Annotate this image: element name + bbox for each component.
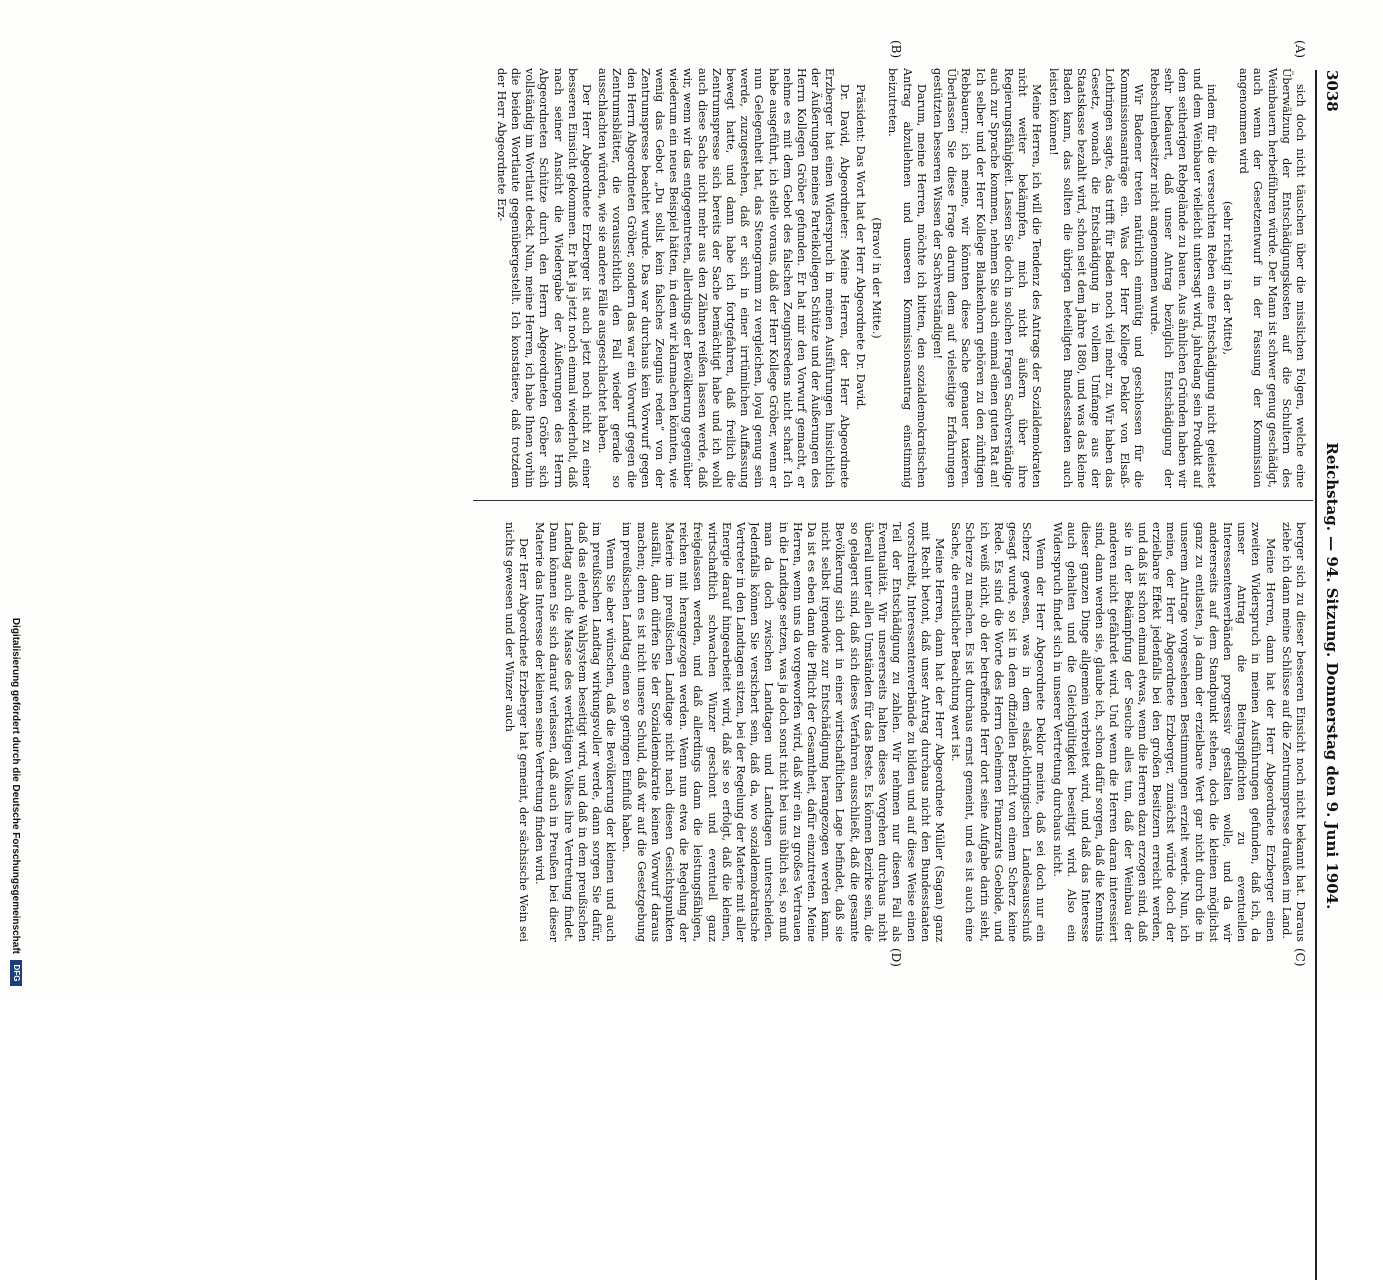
- page-header: [1319, 70, 1345, 1280]
- digitization-footer: [10, 0, 22, 1000]
- paragraph: Meine Herren, dann hat der Herr Abgeordnete Müller (Sagan) ganz mit Recht betont, daß unser Antrag durchaus nicht den Bundesstaaten vorschreibt, Interessentenverbände zu bilden und auf diese Weise einen Teil der Entschädigung zu zahlen. Wir nehmen nur diesen Fall als Eventualität. Wir unsererseits halten dieses Vorgehen durchaus nicht überall unter allen Umständen für das Beste. Es können Bezirke sein, die so gelagert sind, daß sich dieses Verfahren ausschließt, daß die gesamte Bevölkerung sich dort in einer wirtschaftlichen Lage befindet, daß sie nicht selbst irgendwie zur Entschädigung herangezogen werden kann. Da ist es eben dann die Pflicht der Gesamtheit, dafür einzutreten. Meine Herren, wenn uns da vorgeworfen wird, daß wir ein zu großes Vertrauen in die Landtage setzen, was ja doch sonst nicht bei uns üblich sei, so muß man da doch zwischen Landtagen und Landtagen unterscheiden. Jedenfalls können Sie versichert sein, daß da, wo sozialdemokratische Vertreter in den Landtagen sitzen, bei der Regelung der Materie mit aller Energie darauf hingearbeitet wird, daß sie so erfolgt, daß die kleinen, wirtschaftlich schwachen Winzer geschont und eventuell ganz freigelassen werden, und daß allerdings dann die leistungsfähigen, reichen mit herangezogen werden. Wenn nun etwa die Regelung der Materie im preußischen Landtage nicht nach diesen Gesichtspunkten ausfällt, dann dürfen Sie der Sozialdemokratie keinen Vorwurf daraus machen; denn es ist nicht unsere Schuld, daß wir auf die Gesetzgebung im preußischen Landtag einen so geringen Einfluß haben.: [620, 522, 946, 942]
- dfg-logo: DFG: [10, 960, 22, 986]
- paragraph: Wenn der Herr Abgeordnete Deklor meinte, daß sei doch nur ein Scherz gewesen, was in dem elsaß-lothringischen Landesausschuß gesagt wurde, so ist in dem offiziellen Bericht von einem Scherz keine Rede. Es sind die Worte des Herrn Geheimen Finanzrats Goebide, und ich weiß nicht, ob der betreffende Herr dort seine Aufgabe darin sieht, Scherze zu machen. Es ist durchaus ernst gemeint, und es ist auch eine Sache, die ernstlicher Beachtung wert ist.: [949, 522, 1048, 942]
- left-column: [487, 68, 1307, 488]
- paragraph: Darum, meine Herren, möchte ich bitten, den sozialdemokratischen Antrag abzulehnen und unseren Kommissionsantrag einstimmig beizutreten.: [886, 68, 928, 488]
- interjection: (Bravo! in der Mitte.): [870, 217, 884, 339]
- paragraph: berger sich zu dieser besseren Einsicht noch nicht bekannt hat. Daraus ziehe ich dann meine Schlüsse auf die Zentrumspresse draußen im Land.: [1279, 522, 1307, 942]
- paragraph: Dr. David, Abgeordneter: Meine Herren, der Herr Abgeordnete Erzberger hat einen Widerspruch in meinen Ausführungen hinsichtlich der Äußerungen meines Parteikollegen Schütze und der Äußerungen des Herrn Kollegen Gröber gefunden. Er hat mir den Vorwurf gemacht, er nehme es mit dem Gebot des falschen Zeugnisredens nicht scharf. Ich habe ausgeführt, ich stelle voraus, daß der Herr Kollege Gröber, wenn er nun Gelegenheit hat, das Stenogramm zu vergleichen, loyal genug sein werde, zuzugestehen, daß er sich in einer irrtümlichen Auffassung bewegt hatte, und dann habe ich fortgefahren, daß freilich die Zentrumspresse sich bereits der Sache bemächtigt habe und ich wohl auch diese Sache nicht mehr aus den Zähnen reißen lassen werde, daß wir, wenn wir das entgegentreten, allerdings der Bevölkerung gegenüber wiederum ein neues Beispiel hätten, in dem wir klarmachen könnten, wie wenig das Gebot „Du sollst kein falsches Zeugnis reden“ von der Zentrumspresse beachtet wurde. Das war durchaus kein Vorwurf gegen den Herrn Abgeordneten Gröber, sondern das war ein Vorwurf gegen die Zentrumsblätter, die voraussichtlich den Fall wieder gerade so ausschlachten würden, wie sie andere Fälle ausgeschlachtet haben.: [596, 68, 851, 488]
- paragraph: indem für die verseuchten Reben eine Entschädigung nicht geleistet und dem Weinbauer vielleicht untersagt wird, jahrelang sein Produkt auf dem seitherigen Rebgelände zu bauen. Aus ähnlichen Gründen haben wir sehr bedauert, daß unser Antrag bezüglich Entschädigung der Rebschulenbesitzer nicht angenommen wurde.: [1147, 68, 1218, 488]
- page-title: Reichstag. — 94. Sitzung. Donnerstag den 9. Juni 1904.: [1323, 442, 1341, 910]
- margin-label-a: (A): [1293, 40, 1307, 59]
- margin-label-b: (B): [889, 40, 903, 59]
- right-column: [487, 522, 1307, 942]
- column-divider: [473, 500, 1313, 501]
- paragraph: Wenn Sie aber wünschen, daß die Bevölkerung der kleinen und auch im preußischen Landtag wirkungsvoller werde, dann sorgen Sie dafür, daß das elende Wahlsystem beseitigt wird, und daß in dem preußischen Landtag auch die Masse des werktätigen Volkes ihre Vertretung findet. Dann können Sie sich darauf verlassen, daß auch in Preußen bei dieser Materie das Interesse der kleinen seine Vertretung finden wird.: [533, 522, 618, 942]
- header-rule: [1315, 70, 1317, 1280]
- page-number: 3038: [1323, 70, 1341, 112]
- paragraph: Der Herr Abgeordnete Erzberger hat gemeint, der sächsische Wein sei nichts gewesen und der Winzer auch: [502, 522, 531, 942]
- paragraph: sich doch nicht täuschen über die misslichen Folgen, welche eine Überwälzung der Entschädigungskosten auf die Schultern des Weinbauern herbeiführen würde. Der Mann ist schwer genug geschädigt, auch wenn der Gesetzentwurf in der Fassung der Kommission angenommen wird: [1237, 68, 1307, 488]
- footer-text: Digitalisierung gefördert durch die Deutsche Forschungsgemeinschaft: [10, 617, 22, 954]
- paragraph: Wir Badener treten natürlich einmütig und geschlossen für die Kommissionsanträge ein. Was der Herr Kollege Deklor von Elsaß-Lothringen sagte, das trifft für Baden noch viel mehr zu. Wir haben das Gesetz, wonach die Entschädigung in vollem Umfange aus der Staatskasse bezahlt wird, schon seit dem Jahre 1880, und was das kleine Baden kann, das sollten die übrigen beteiligten Bundesstaaten auch leisten können!: [1046, 68, 1145, 488]
- president-statement: Präsident: Das Wort hat der Herr Abgeordnete Dr. David.: [853, 84, 867, 410]
- margin-label-d: (D): [889, 948, 903, 967]
- margin-label-c: (C): [1293, 948, 1307, 967]
- paragraph: Meine Herren, ich will die Tendenz des Antrags der Sozialdemokraten nicht weiter bekämpfen, mich nicht äußern über ihre Regierungsfähigkeit. Lassen Sie doch in solchen Fragen Sachverständige auch zur Sprache kommen, nehmen Sie auch einmal einen guten Rat an! Ich selber und der Herr Kollege Blankenhorn gehören zu den zünftigen Rebbauern; ich meine, wir könnten diese Sache genauer taxieren. Überlassen Sie diese Frage darum dem auf vielseitige Erfahrungen gestützten besseren Wissen der Sachverständigen!: [930, 68, 1044, 488]
- paragraph: Der Herr Abgeordnete Erzberger ist auch jetzt noch nicht zu einer besseren Einsicht gekommen. Er hat ja jetzt noch einmal wiederholt, daß nach seiner Ansicht die Wiedergabe der Äußerungen des Herrn Abgeordneten Schütze durch den Herrn Abgeordneten Gröber sich vollständig im Wortlaut deckt. Nun, meine Herren, ich habe Ihnen vorhin die beiden Wortlaute gegenübergestellt. Ich konstatiere, daß trotzdem der Herr Abgeordnete Erz-: [494, 68, 594, 488]
- interjection: (sehr richtig! in der Mitte),: [1220, 200, 1234, 356]
- paragraph: Meine Herren, dann hat der Herr Abgeordnete Erzberger einen zweiten Widerspruch in meinen Ausführungen gefunden, daß ich, da unser Antrag die Beitragspflichten zu eventuellen Interessentenverbänden progressiv gestalten wolle, und da wir andererseits auf dem Standpunkt stehen, doch die kleinen möglichst ganz zu entlasten, ja dann der erzielbare Wert gar nicht durch die in unserem Antrage vorgesehenen Bestimmungen erzielt werde. Nun, ich meine, der Herr Abgeordnete Erzberger, zunächst würde doch der erzielbare Effekt jedenfalls bei den großen Besitzern erreicht werden, und daß ist schon einmal etwas, wenn die Herren dazu erzogen sind, daß sie in der Bekämpfung der Seuche alles tun, daß der Weinbau der anderen nicht gefährdet wird. Und wenn die Herren daran interessiert sind, dann werden sie, glaube ich, schon dafür sorgen, daß die Kenntnis dieser ganzen Dinge allgemein verbreitet wird, und daß das Interesse auch gehalten und die Gleichgültigkeit beseitigt wird. Also ein Widerspruch findet sich in unserer Vertretung durchaus nicht.: [1050, 522, 1277, 942]
